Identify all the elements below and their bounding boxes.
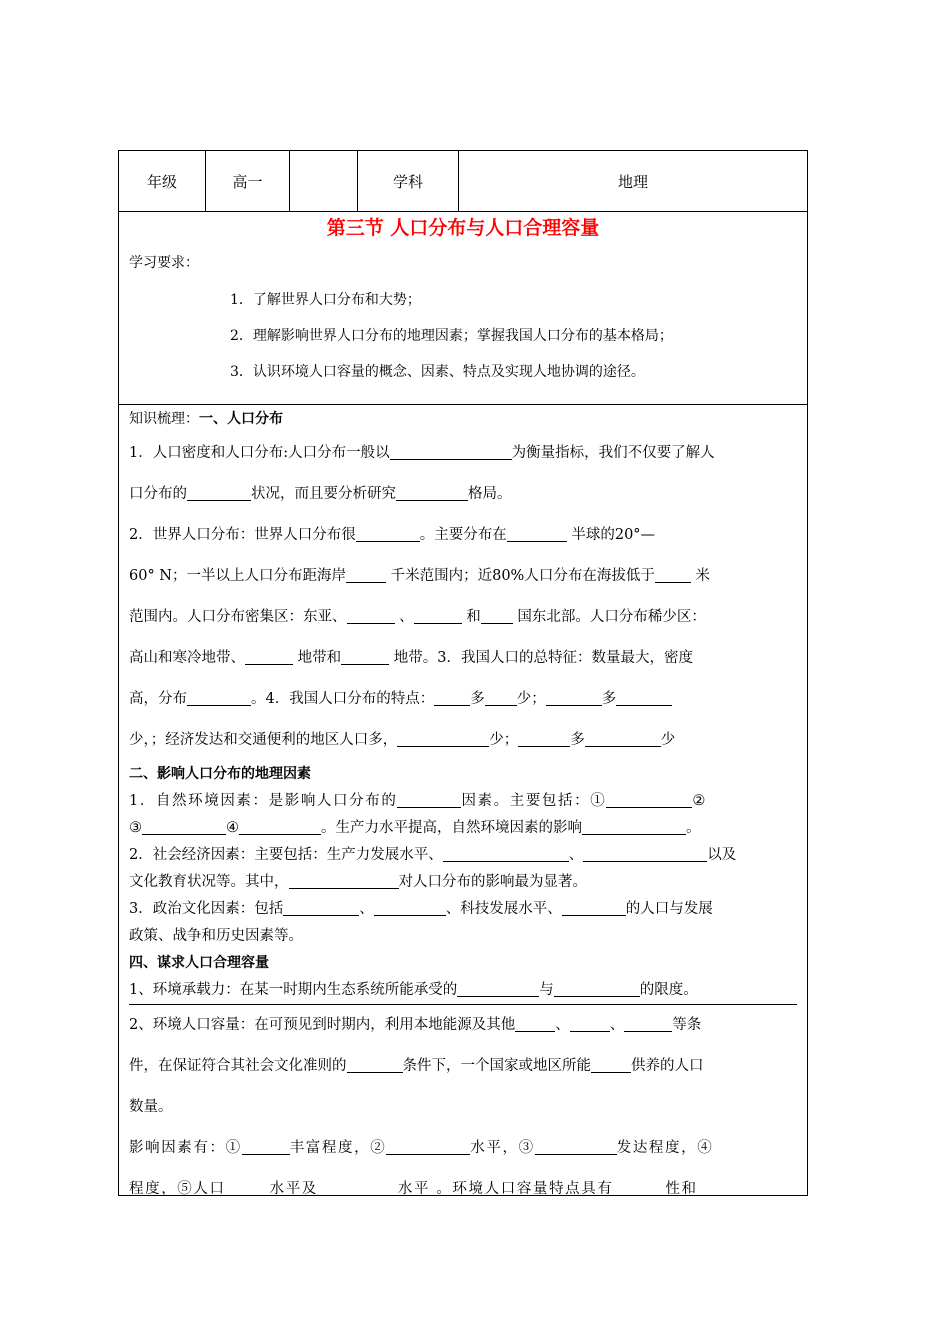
- page-title: 第三节 人口分布与人口合理容量: [326, 217, 600, 239]
- blank-line[interactable]: [374, 899, 446, 916]
- section-heading-distribution: [129, 405, 797, 433]
- blank-line[interactable]: [397, 730, 489, 747]
- blank-line[interactable]: [347, 607, 395, 624]
- blank-line[interactable]: [289, 872, 399, 889]
- blank-line[interactable]: [624, 1015, 672, 1032]
- blank-line[interactable]: [485, 689, 517, 706]
- blank-line[interactable]: [507, 525, 567, 542]
- blank-line[interactable]: [546, 689, 602, 706]
- requirement-item: 1．了解世界人口分布和大势；: [230, 292, 421, 308]
- blank-line[interactable]: [414, 607, 462, 624]
- line: 数量。: [129, 1099, 173, 1115]
- blank-line[interactable]: [242, 1138, 290, 1155]
- line: 文化教育状况等。其中， 对人口分布的影响最为显著。: [129, 874, 587, 890]
- blank-line[interactable]: [283, 899, 359, 916]
- line: ③ ④ 。生产力水平提高，自然环境因素的影响 。: [129, 820, 701, 836]
- blank-line[interactable]: [341, 648, 389, 665]
- requirement-item: 2．理解影响世界人口分布的地理因素；掌握我国人口分布的基本格局；: [230, 328, 673, 344]
- blank-line[interactable]: [583, 845, 707, 862]
- blank-line[interactable]: [606, 791, 692, 808]
- blank-line[interactable]: [570, 1015, 610, 1032]
- line: 高山和寒冷地带、 地带和 地带。3．我国人口的总特征：数量最大，密度: [129, 650, 693, 666]
- line: 1．自然环境因素：是影响人口分布的 因素。主要包括：① ②: [129, 793, 707, 809]
- line: 1．人口密度和人口分布:人口分布一般以 为衡量指标，我们不仅要了解人: [129, 445, 715, 461]
- requirements-label: 学习要求：: [129, 255, 199, 271]
- line: 3．政治文化因素：包括 、 、科技发展水平、 的人口与发展: [129, 901, 713, 917]
- study-sheet: [118, 150, 808, 1196]
- blank-line[interactable]: [347, 1056, 403, 1073]
- line: 范围内。人口分布密集区：东亚、 、 和 国东北部。人口分布稀少区：: [129, 609, 706, 625]
- blank-line[interactable]: [457, 980, 539, 997]
- blank-line[interactable]: [613, 1179, 665, 1196]
- line: 政策、战争和历史因素等。: [129, 928, 303, 944]
- header-row: [119, 151, 807, 212]
- subject-value: 地理: [617, 172, 648, 191]
- requirements-section: [119, 212, 807, 405]
- blank-line[interactable]: [585, 730, 661, 747]
- blank-line[interactable]: [239, 818, 321, 835]
- blank-line[interactable]: [443, 845, 569, 862]
- blank-line[interactable]: [390, 443, 512, 460]
- section-heading-factors: 二、影响人口分布的地理因素: [129, 766, 311, 782]
- blank-line[interactable]: [554, 980, 640, 997]
- blank-line[interactable]: [397, 791, 461, 808]
- blank-line[interactable]: [187, 484, 251, 501]
- heading-text: 一、人口分布: [199, 411, 283, 427]
- blank-line[interactable]: [142, 818, 226, 835]
- blank-line[interactable]: [245, 648, 293, 665]
- grade-label: 年级: [119, 151, 206, 211]
- requirement-item: 3．认识环境人口容量的概念、因素、特点及实现人地协调的途径。: [230, 364, 645, 380]
- blank-line[interactable]: [386, 1138, 470, 1155]
- blank-line[interactable]: [396, 484, 468, 501]
- blank-line[interactable]: [318, 1179, 398, 1196]
- line: 件，在保证符合其社会文化准则的 条件下，一个国家或地区所能 供养的人口: [129, 1058, 704, 1074]
- line: 少，；经济发达和交通便利的地区人口多， 少； 多 少: [129, 732, 676, 748]
- knowledge-label: 知识梳理：: [129, 411, 199, 427]
- blank-line[interactable]: [346, 566, 386, 583]
- blank-line[interactable]: [655, 566, 691, 583]
- line: 高，分布 。4．我国人口分布的特点： 多 少； 多: [129, 679, 797, 720]
- line: 1、环境承载力：在某一时期内生态系统所能承受的 与 的限度。: [129, 977, 797, 1005]
- subject-label: 学科: [358, 151, 459, 211]
- grade-value: 高一: [206, 151, 290, 211]
- blank-line[interactable]: [434, 689, 470, 706]
- blank-line[interactable]: [562, 899, 626, 916]
- blank-line[interactable]: [515, 1015, 555, 1032]
- blank-line[interactable]: [535, 1138, 617, 1155]
- line: 程度，⑤人口 水平及 水平 。环境人口容量特点具有 性和: [129, 1181, 698, 1197]
- line: 2、环境人口容量：在可预见到时期内，利用本地能源及其他 、 、 等条: [129, 1017, 702, 1033]
- section-heading-capacity: 四、谋求人口合理容量: [129, 955, 269, 971]
- blank-line[interactable]: [481, 607, 513, 624]
- blank-line[interactable]: [591, 1056, 631, 1073]
- line: 60° N；一半以上人口分布距海岸 千米范围内；近80%人口分布在海拔低于 米: [129, 568, 710, 584]
- blank-line[interactable]: [518, 730, 570, 747]
- line: 2．社会经济因素：主要包括：生产力发展水平、 、 以及: [129, 847, 737, 863]
- blank-line[interactable]: [226, 1179, 270, 1196]
- blank-line[interactable]: [187, 689, 251, 706]
- blank-cell: [290, 151, 358, 211]
- blank-line[interactable]: [356, 525, 420, 542]
- blank-line[interactable]: [582, 818, 686, 835]
- line: 影响因素有：① 丰富程度，② 水平，③ 发达程度，④: [129, 1140, 714, 1156]
- line: 口分布的 状况，而且要分析研究 格局。: [129, 486, 512, 502]
- line: 2．世界人口分布：世界人口分布很 。主要分布在 半球的20°—: [129, 527, 656, 543]
- knowledge-section: [119, 405, 807, 1195]
- blank-line[interactable]: [616, 689, 672, 706]
